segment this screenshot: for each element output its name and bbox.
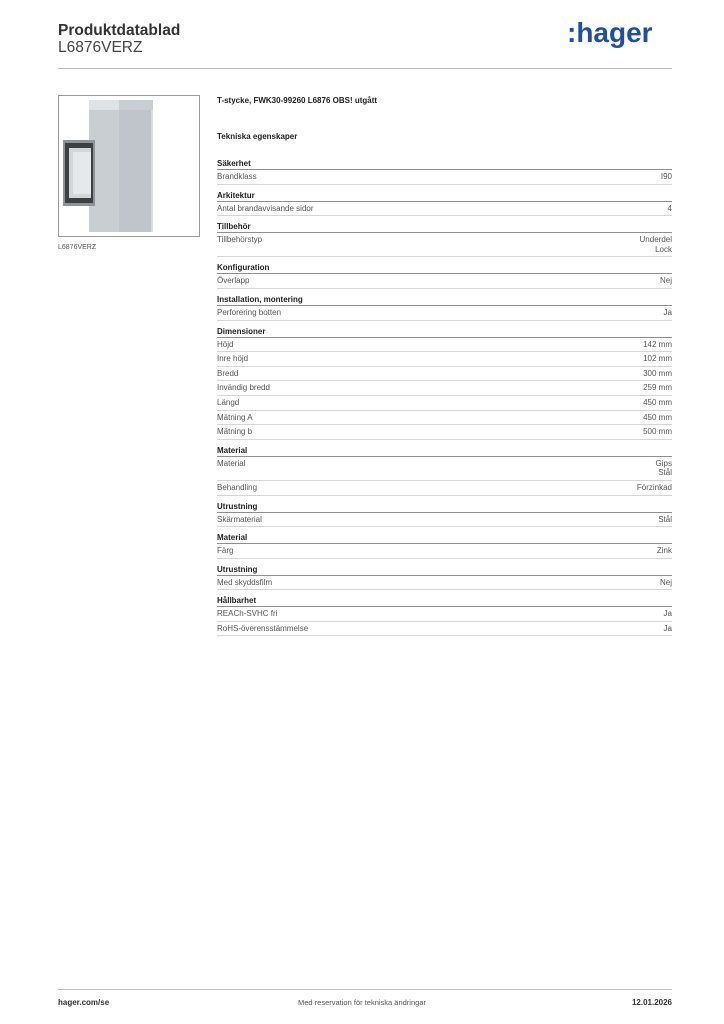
spec-value: 102 mm xyxy=(643,354,672,364)
footer-website[interactable]: hager.com/se xyxy=(58,998,110,1007)
spec-row xyxy=(217,457,672,481)
spec-label: Skärmaterial xyxy=(217,514,262,524)
footer-divider xyxy=(58,989,672,990)
spec-row xyxy=(217,274,672,289)
spec-label: RoHS-överensstämmelse xyxy=(217,623,309,633)
spec-label: Höjd xyxy=(217,339,234,349)
spec-group-title: Hållbarhet xyxy=(217,595,672,607)
image-caption: L6876VERZ xyxy=(58,244,97,251)
spec-group-title: Utrustning xyxy=(217,564,672,576)
spec-content xyxy=(217,96,672,636)
spec-group xyxy=(217,326,672,440)
spec-group-title: Material xyxy=(217,532,672,544)
spec-group xyxy=(217,445,672,496)
product-illustration xyxy=(59,96,199,236)
spec-label: REACh-SVHC fri xyxy=(217,609,278,619)
spec-group xyxy=(217,564,672,591)
spec-value: Underdel Lock xyxy=(639,235,672,254)
spec-value: 450 mm xyxy=(643,397,672,407)
spec-value: Zink xyxy=(656,546,672,556)
spec-value: I90 xyxy=(660,172,672,181)
spec-value: Ja xyxy=(663,609,672,619)
spec-group-title: Installation, montering xyxy=(217,294,672,306)
spec-group xyxy=(217,190,672,217)
spec-label: Antal brandavvisande sidor xyxy=(217,203,314,213)
spec-label: Tillbehörstyp xyxy=(217,235,263,245)
spec-row xyxy=(217,481,672,496)
spec-group xyxy=(217,221,672,257)
spec-label: Bredd xyxy=(217,368,239,378)
spec-row xyxy=(217,306,672,321)
spec-value: Ja xyxy=(663,623,672,633)
spec-label: Inre höjd xyxy=(217,354,249,364)
spec-label: Behandling xyxy=(217,482,258,492)
spec-row xyxy=(217,202,672,217)
page-title: Produktdatablad xyxy=(58,22,181,39)
product-code: L6876VERZ xyxy=(58,39,143,56)
spec-row xyxy=(217,338,672,353)
spec-group-title: Konfiguration xyxy=(217,262,672,274)
spec-group xyxy=(217,262,672,289)
spec-group-title: Dimensioner xyxy=(217,326,672,338)
spec-label: Brandklass xyxy=(217,172,257,181)
spec-group xyxy=(217,158,672,185)
spec-value: 142 mm xyxy=(643,339,672,349)
spec-value: 4 xyxy=(667,203,672,213)
spec-group xyxy=(217,501,672,528)
footer-disclaimer: Med reservation för tekniska ändringar xyxy=(298,998,426,1007)
spec-value: Nej xyxy=(659,577,672,587)
spec-value: 300 mm xyxy=(643,368,672,378)
logo-text: :hager xyxy=(567,17,653,48)
spec-row xyxy=(217,367,672,382)
product-image xyxy=(58,95,200,237)
spec-value: Gips Stål xyxy=(655,458,672,478)
spec-value: Stål xyxy=(658,514,672,524)
spec-value: 450 mm xyxy=(643,412,672,422)
spec-label: Färg xyxy=(217,546,234,556)
spec-row xyxy=(217,607,672,622)
spec-row xyxy=(217,513,672,528)
spec-value: 500 mm xyxy=(643,427,672,437)
spec-row xyxy=(217,576,672,591)
spec-group xyxy=(217,595,672,636)
spec-label: Med skyddsfilm xyxy=(217,577,273,587)
spec-row xyxy=(217,544,672,559)
spec-group-title: Material xyxy=(217,445,672,457)
product-description: T-stycke, FWK30-99260 L6876 OBS! utgått xyxy=(217,96,378,105)
spec-row xyxy=(217,411,672,426)
header-divider xyxy=(58,68,672,69)
spec-row xyxy=(217,381,672,396)
spec-value: Nej xyxy=(659,276,672,286)
spec-label: Längd xyxy=(217,397,240,407)
spec-row xyxy=(217,396,672,411)
specs-heading: Tekniska egenskaper xyxy=(217,132,298,141)
spec-label: Mätning A xyxy=(217,412,253,422)
spec-group xyxy=(217,294,672,321)
spec-group-title: Tillbehör xyxy=(217,221,672,233)
spec-group xyxy=(217,532,672,559)
spec-value: 259 mm xyxy=(643,383,672,393)
spec-group-title: Arkitektur xyxy=(217,190,672,202)
spec-row xyxy=(217,352,672,367)
spec-value: Ja xyxy=(663,307,672,317)
spec-row xyxy=(217,622,672,637)
spec-label: Material xyxy=(217,458,246,468)
spec-groups xyxy=(217,158,672,636)
spec-label: Mätning b xyxy=(217,427,253,437)
spec-label: Perforering botten xyxy=(217,307,282,317)
spec-group-title: Säkerhet xyxy=(217,158,672,170)
spec-value: Förzinkad xyxy=(636,482,672,492)
spec-row xyxy=(217,425,672,440)
spec-label: Invändig bredd xyxy=(217,383,270,393)
spec-row xyxy=(217,233,672,257)
spec-label: Överlapp xyxy=(217,276,250,286)
spec-row xyxy=(217,170,672,185)
footer-date: 12.01.2026 xyxy=(631,998,672,1007)
spec-group-title: Utrustning xyxy=(217,501,672,513)
hager-logo xyxy=(567,15,667,51)
